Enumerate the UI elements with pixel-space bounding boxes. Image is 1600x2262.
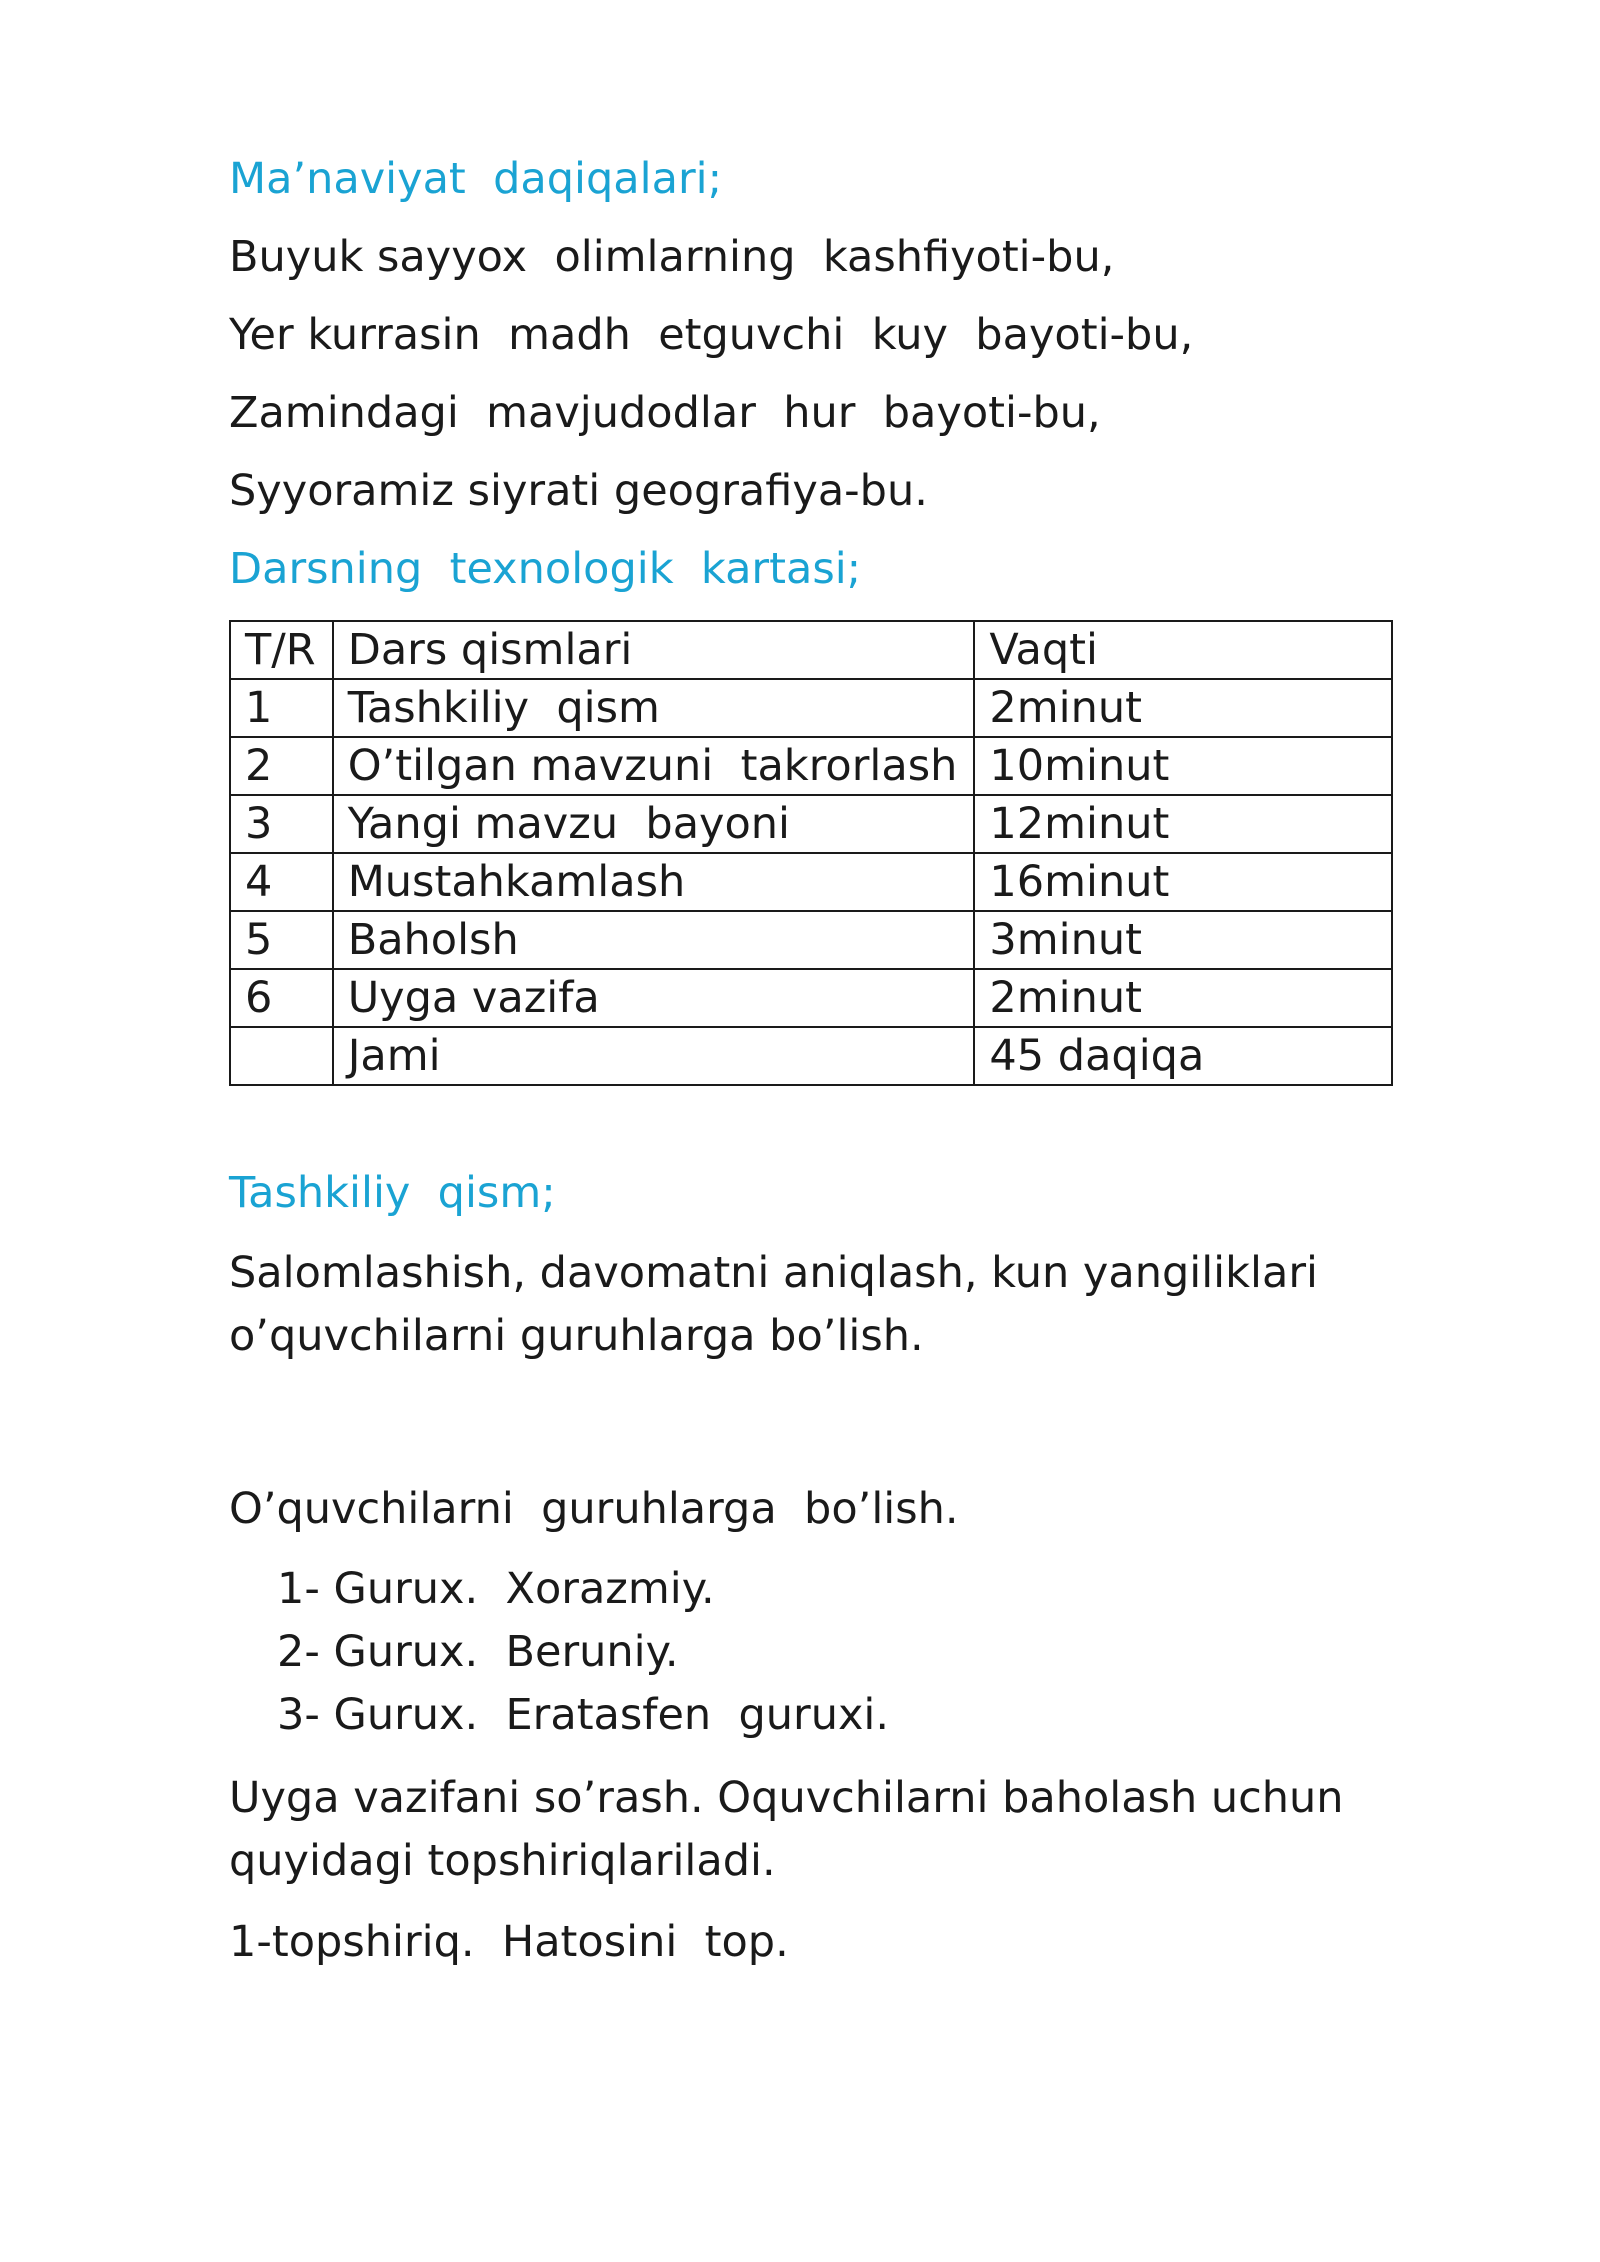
group-list [229, 1558, 1399, 1747]
row-part: Mustahkamlash [333, 853, 975, 911]
row-number [230, 1027, 333, 1085]
poem-line: Buyuk sayyox olimlarning kashfiyoti-bu, [229, 232, 1115, 282]
row-part: Uyga vazifa [333, 969, 975, 1027]
header-cell-part: Dars qismlari [333, 621, 975, 679]
list-item: 3- Gurux. Eratasfen guruxi. [277, 1690, 890, 1740]
homework-paragraph: Uyga vazifani so’rash. Oquvchilarni baholash uchun quyidagi topshiriqlariladi. [229, 1773, 1344, 1886]
table-row [230, 737, 1392, 795]
row-part: Baholsh [333, 911, 975, 969]
row-time: 16minut [974, 853, 1392, 911]
row-time: 2minut [974, 679, 1392, 737]
table-row [230, 911, 1392, 969]
row-number: 2 [230, 737, 333, 795]
row-time: 3minut [974, 911, 1392, 969]
row-time: 10minut [974, 737, 1392, 795]
document-page [229, 150, 1399, 1971]
list-item: 1- Gurux. Xorazmiy. [277, 1564, 715, 1614]
row-time: 12minut [974, 795, 1392, 853]
manaviyat-heading: Ma’naviyat daqiqalari; [229, 154, 723, 204]
table-row [230, 853, 1392, 911]
table-header-row [230, 621, 1392, 679]
poem-line: Yer kurrasin madh etguvchi kuy bayoti-bu, [229, 310, 1194, 360]
table-row [230, 795, 1392, 853]
header-cell-tr: T/R [230, 621, 333, 679]
row-number: 5 [230, 911, 333, 969]
poem-line: Syyoramiz siyrati geografiya-bu. [229, 466, 928, 516]
tech-map-heading: Darsning texnologik kartasi; [229, 544, 862, 594]
table-row [230, 679, 1392, 737]
row-part: O’tilgan mavzuni takrorlash [333, 737, 975, 795]
row-time: 45 daqiqa [974, 1027, 1392, 1085]
groups-intro: O’quvchilarni guruhlarga bo’lish. [229, 1484, 959, 1534]
row-part: Yangi mavzu bayoni [333, 795, 975, 853]
row-part: Jami [333, 1027, 975, 1085]
table-row [230, 969, 1392, 1027]
lesson-plan-table [229, 620, 1393, 1086]
tashkiliy-heading: Tashkiliy qism; [229, 1168, 556, 1218]
header-cell-time: Vaqti [974, 621, 1392, 679]
table-total-row [230, 1027, 1392, 1085]
list-item: 2- Gurux. Beruniy. [277, 1627, 679, 1677]
row-part: Tashkiliy qism [333, 679, 975, 737]
tashkiliy-paragraph: Salomlashish, davomatni aniqlash, kun yangiliklari o’quvchilarni guruhlarga bo’lish. [229, 1248, 1318, 1361]
homework-task: 1-topshiriq. Hatosini top. [229, 1917, 789, 1967]
row-number: 1 [230, 679, 333, 737]
row-number: 6 [230, 969, 333, 1027]
poem-line: Zamindagi mavjudodlar hur bayoti-bu, [229, 388, 1101, 438]
row-number: 3 [230, 795, 333, 853]
row-time: 2minut [974, 969, 1392, 1027]
row-number: 4 [230, 853, 333, 911]
